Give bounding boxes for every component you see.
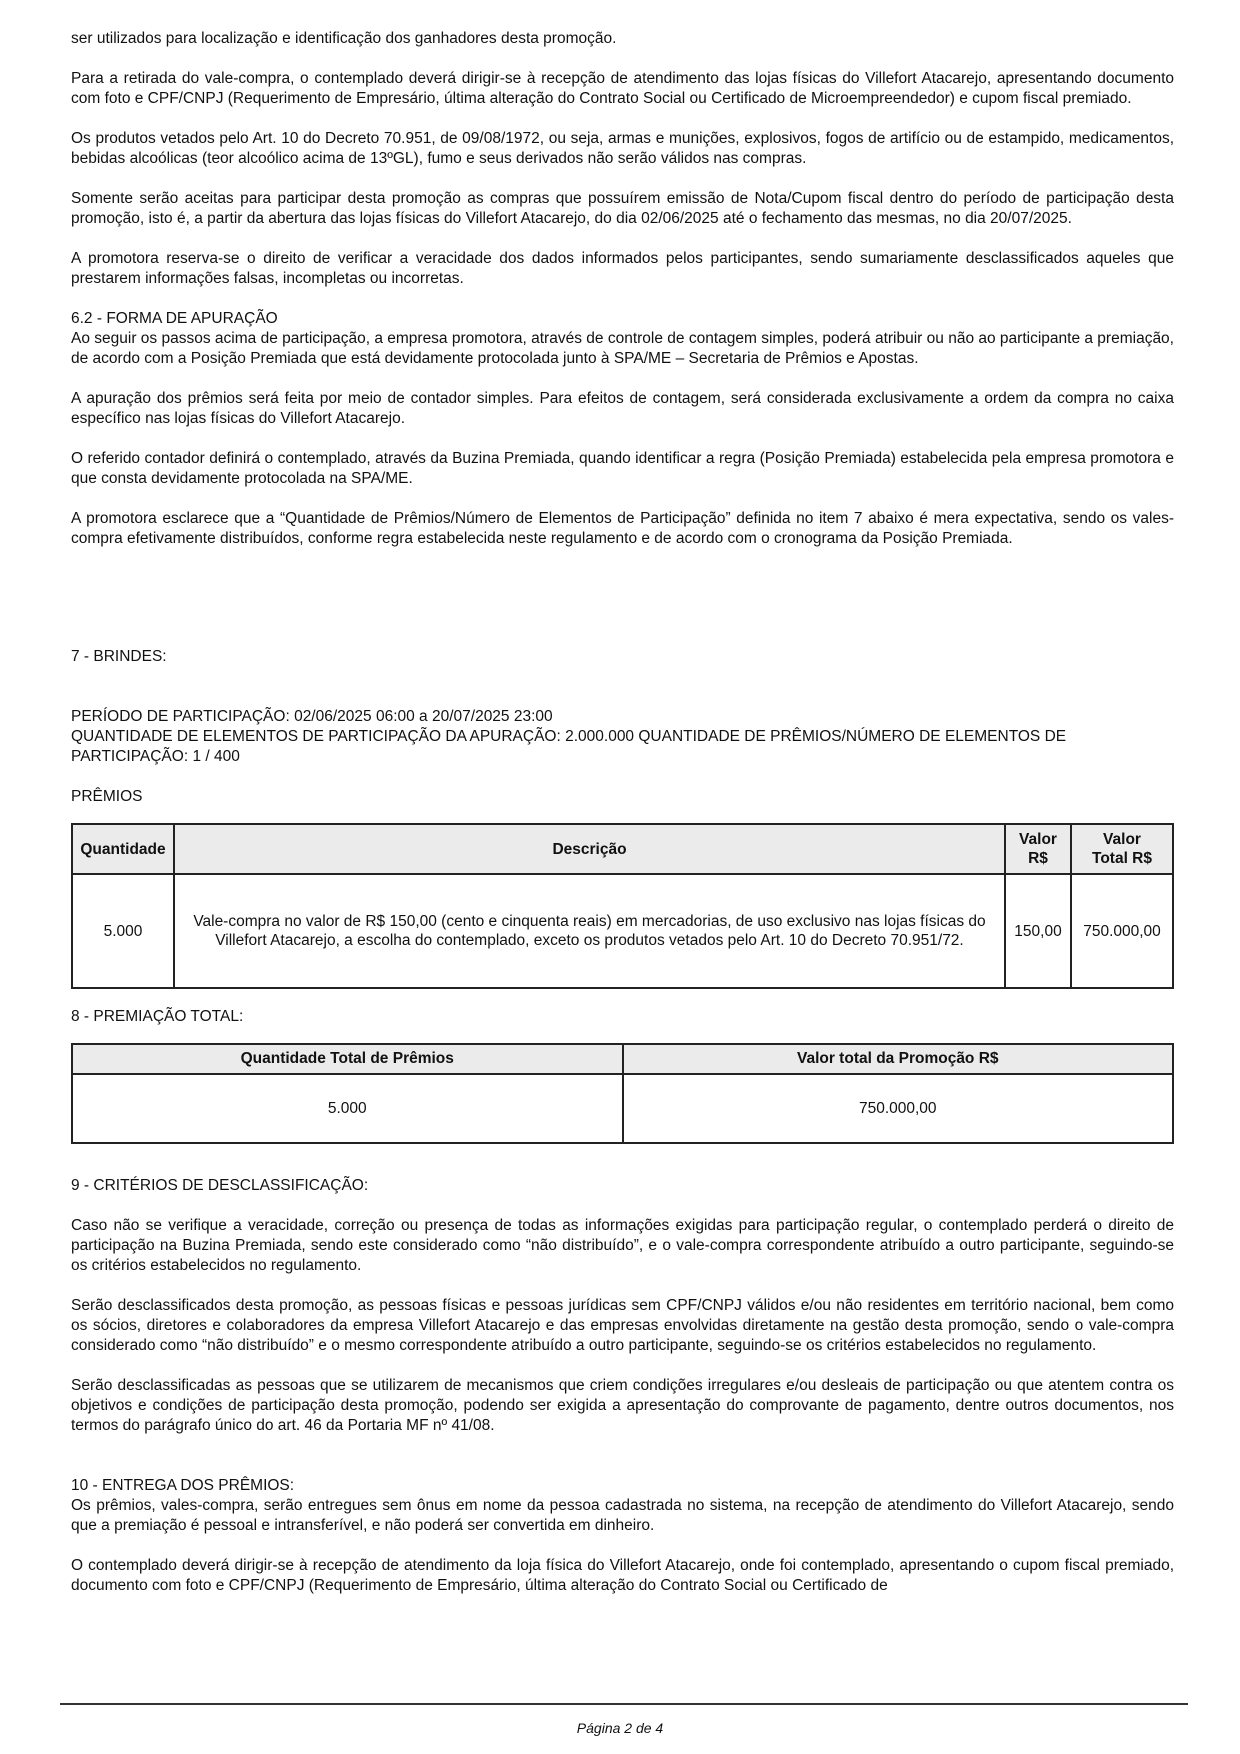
section-heading-8: 8 - PREMIAÇÃO TOTAL: xyxy=(71,1008,244,1025)
table-row xyxy=(72,1074,1173,1143)
section-heading-7: 7 - BRINDES: xyxy=(71,648,167,665)
section-heading-10: 10 - ENTREGA DOS PRÊMIOS: xyxy=(71,1477,295,1494)
cell-descricao: Vale-compra no valor de R$ 150,00 (cento e cinquenta reais) em mercadorias, de uso exclusivo nas lojas físicas do Villefort Atacarejo, a escolha do contemplado, exceto os produtos vetados pelo Art. 10 do Decreto 70.951/72. xyxy=(174,874,1005,988)
table-row xyxy=(72,874,1173,988)
section-heading-9: 9 - CRITÉRIOS DE DESCLASSIFICAÇÃO: xyxy=(71,1177,369,1194)
paragraph-buzina-premiada: O referido contador definirá o contemplado, através da Buzina Premiada, quando identificar a regra (Posição Premiada) estabelecida pela empresa promotora e que consta devidamente protocolada na SPA/ME. xyxy=(71,450,1174,487)
paragraph-contemplated-pickup: O contemplado deverá dirigir-se à recepção de atendimento da loja física do Villefort Atacarejo, onde foi contemplado, apresentando o cupom fiscal premiado, documento com foto e CPF/CNPJ (Requerimento de Empresário, última alteração do Contrato Social ou Certificado de xyxy=(71,1557,1174,1594)
prizes-table xyxy=(71,823,1174,989)
cell-quantidade: 5.000 xyxy=(72,874,174,988)
footer-divider xyxy=(60,1703,1188,1705)
paragraph-irregular-mechanisms: Serão desclassificadas as pessoas que se utilizarem de mecanismos que criem condições irregulares e/ou desleais de participação ou que atentem contra os objetivos e condições de participação desta promoção, podendo ser exigida a apresentação do comprovante de pagamento, dentre outros documentos, nos termos do parágrafo único do art. 46 da Portaria MF nº 41/08. xyxy=(71,1377,1174,1434)
prizes-table-header-row xyxy=(72,824,1173,874)
document-page xyxy=(71,29,1174,1596)
paragraph-expectation-note: A promotora esclarece que a “Quantidade de Prêmios/Número de Elementos de Participação” definida no item 7 abaixo é mera expectativa, sendo os vales-compra efetivamente distribuídos, conforme regra estabelecida neste regulamento e de acordo com o cronograma da Posição Premiada. xyxy=(71,510,1174,547)
paragraph-apuracao-steps: Ao seguir os passos acima de participação, a empresa promotora, através de controle de contagem simples, poderá atribuir ou não ao participante a premiação, de acordo com a Posição Premiada que está devidamente protocolada junto à SPA/ME – Secretaria de Prêmios e Apostas. xyxy=(71,330,1174,367)
paragraph-vetoed-products: Os produtos vetados pelo Art. 10 do Decreto 70.951, de 09/08/1972, ou seja, armas e munições, explosivos, fogos de artifício ou de estampido, medicamentos, bebidas alcoólicas (teor alcoólico acima de 13ºGL), fumo e seus derivados não serão válidos nas compras. xyxy=(71,130,1174,167)
paragraph-prize-delivery: Os prêmios, vales-compra, serão entregues sem ônus em nome da pessoa cadastrada no sistema, na recepção de atendimento do Villefort Atacarejo, sendo que a premiação é pessoal e intransferível, e não poderá ser convertida em dinheiro. xyxy=(71,1497,1174,1534)
total-table-header-row xyxy=(72,1044,1173,1074)
paragraph-data-verification: A promotora reserva-se o direito de verificar a veracidade dos dados informados pelos participantes, sendo sumariamente desclassificados aqueles que prestarem informações falsas, incompletas ou incorretas. xyxy=(71,250,1174,287)
header-valor: Valor R$ xyxy=(1005,824,1071,874)
paragraph-veracity: Caso não se verifique a veracidade, correção ou presença de todas as informações exigidas para participação regular, o contemplado perderá o direito de participação na Buzina Premiada, sendo este considerado como “não distribuído”, e o vale-compra correspondente atribuído a outro participante, seguindo-se os critérios estabelecidos no regulamento. xyxy=(71,1217,1174,1274)
participation-period: PERÍODO DE PARTICIPAÇÃO: 02/06/2025 06:00 a 20/07/2025 23:00 xyxy=(71,708,553,725)
header-descricao: Descrição xyxy=(174,824,1005,874)
paragraph-winners-identification: ser utilizados para localização e identificação dos ganhadores desta promoção. xyxy=(71,30,617,47)
page-number: Página 2 de 4 xyxy=(576,1720,664,1736)
paragraph-disqualified-persons: Serão desclassificados desta promoção, as pessoas físicas e pessoas jurídicas sem CPF/CNPJ válidos e/ou não residentes em território nacional, bem como os sócios, diretores e colaboradores da empresa Villefort Atacarejo e das empresas envolvidas diretamente na gestão desta promoção, sendo o vale-compra considerado como “não distribuído” e o mesmo correspondente atribuído a outro participante, seguindo-se os critérios estabelecidos no regulamento. xyxy=(71,1297,1174,1354)
total-prize-table xyxy=(71,1043,1174,1144)
cell-quantidade-total: 5.000 xyxy=(72,1074,623,1143)
header-quantidade-total: Quantidade Total de Prêmios xyxy=(72,1044,623,1074)
cell-valor: 150,00 xyxy=(1005,874,1071,988)
paragraph-simple-counter: A apuração dos prêmios será feita por meio de contador simples. Para efeitos de contagem, será considerada exclusivamente a ordem da compra no caixa específico nas lojas físicas do Villefort Atacarejo. xyxy=(71,390,1174,427)
header-valor-total: Valor Total R$ xyxy=(1071,824,1173,874)
section-heading-6-2: 6.2 - FORMA DE APURAÇÃO xyxy=(71,310,278,327)
cell-valor-total: 750.000,00 xyxy=(1071,874,1173,988)
header-valor-total-promocao: Valor total da Promoção R$ xyxy=(623,1044,1174,1074)
cell-valor-total-promocao: 750.000,00 xyxy=(623,1074,1174,1143)
header-quantidade: Quantidade xyxy=(72,824,174,874)
prizes-label: PRÊMIOS xyxy=(71,788,143,805)
paragraph-voucher-pickup: Para a retirada do vale-compra, o contemplado deverá dirigir-se à recepção de atendimento das lojas físicas do Villefort Atacarejo, apresentando documento com foto e CPF/CNPJ (Requerimento de Empresário, última alteração do Contrato Social ou Certificado de Microempreendedor) e cupom fiscal premiado. xyxy=(71,70,1174,107)
participation-quantity: QUANTIDADE DE ELEMENTOS DE PARTICIPAÇÃO DA APURAÇÃO: 2.000.000 QUANTIDADE DE PRÊMIOS/NÚMERO DE ELEMENTOS DE PARTICIPAÇÃO: 1 / 400 xyxy=(71,728,1067,765)
paragraph-accepted-purchases: Somente serão aceitas para participar desta promoção as compras que possuírem emissão de Nota/Cupom fiscal dentro do período de participação desta promoção, isto é, a partir da abertura das lojas físicas do Villefort Atacarejo, do dia 02/06/2025 até o fechamento das mesmas, no dia 20/07/2025. xyxy=(71,190,1174,227)
